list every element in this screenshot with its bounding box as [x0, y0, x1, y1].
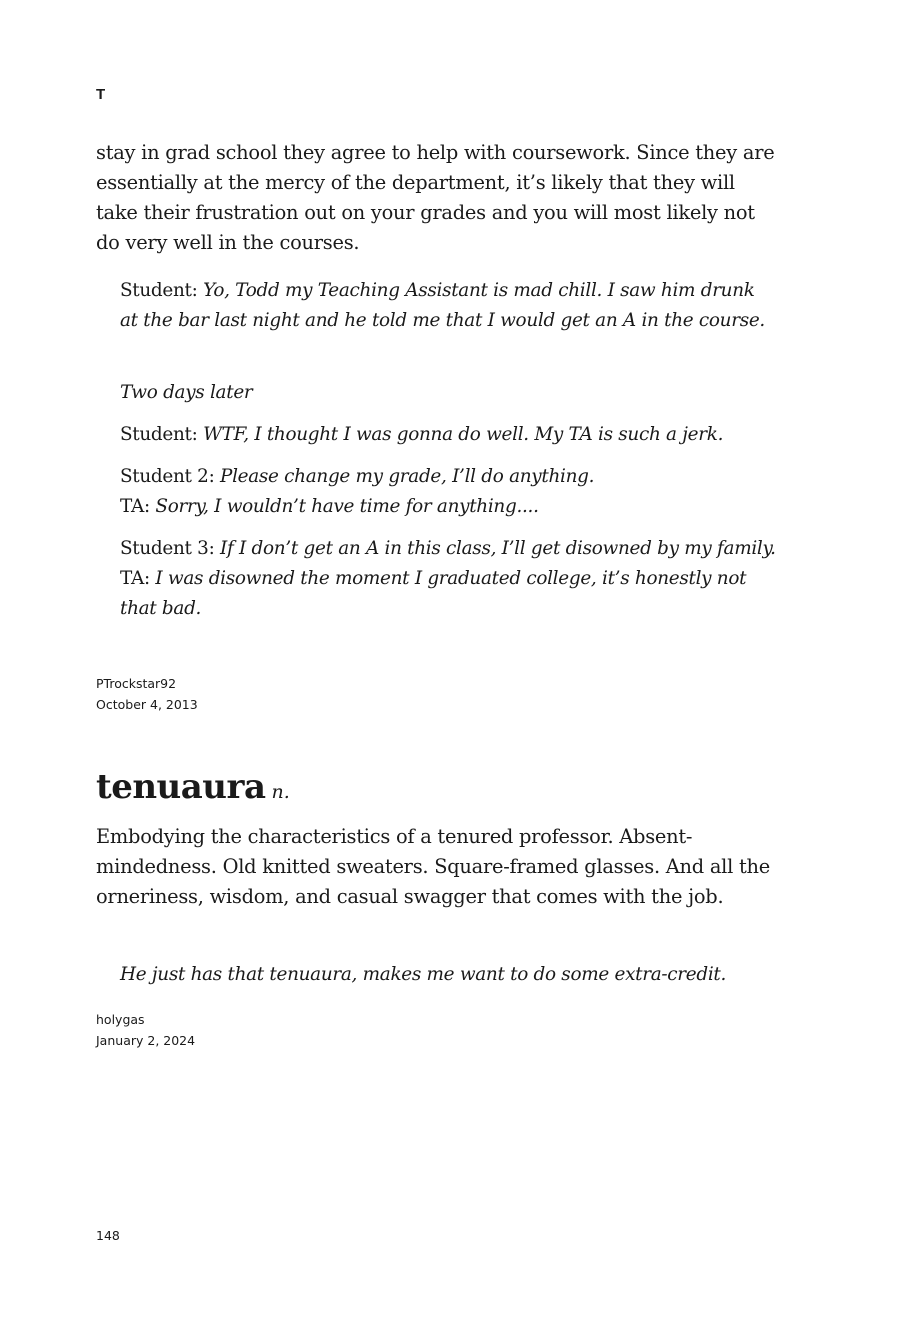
- speaker-label: TA:: [120, 568, 150, 589]
- speaker-label: Student 3:: [120, 538, 215, 559]
- example-line: [96, 276, 776, 336]
- entry-date: January 2, 2024: [96, 1033, 196, 1048]
- example-text: WTF, I thought I was gonna do well. My TA is such a jerk.: [197, 424, 724, 445]
- example-quote: [96, 276, 776, 336]
- example-line: [96, 462, 776, 492]
- example-line: [96, 492, 776, 522]
- example-quote: [96, 462, 776, 522]
- example-quote: [96, 420, 776, 450]
- entry-continued-definition: stay in grad school they agree to help with coursework. Since they are essentially at the mercy of the department, it’s likely that they will take their frustration out on your grades and you will most likely not do very well in the courses.: [96, 141, 775, 254]
- author-name: PTrockstar92: [96, 676, 177, 691]
- example-text: If I don’t get an A in this class, I’ll get disowned by my family.: [214, 538, 776, 559]
- speaker-label: TA:: [120, 496, 150, 517]
- example-text: Please change my grade, I’ll do anything.: [214, 466, 595, 487]
- example-quote: [96, 378, 776, 408]
- section-letter-header: T: [96, 86, 106, 103]
- example-line: [96, 420, 776, 450]
- speaker-label: Student:: [120, 280, 198, 301]
- entry-attribution: [96, 1009, 195, 1051]
- example-quote: [96, 534, 776, 624]
- speaker-label: Student:: [120, 424, 198, 445]
- entry-date: October 4, 2013: [96, 697, 198, 712]
- example-line: Two days later: [120, 382, 253, 403]
- entry-attribution: [96, 673, 198, 715]
- example-line: [96, 564, 776, 624]
- example-text: Yo, Todd my Teaching Assistant is mad chill. I saw him drunk at the bar last night and he told me that I would get an A in the course.: [120, 280, 765, 331]
- example-line: [96, 534, 776, 564]
- author-name: holygas: [96, 1012, 145, 1027]
- entry-headword: [96, 764, 290, 810]
- part-of-speech: n.: [271, 781, 290, 803]
- example-text: I was disowned the moment I graduated college, it’s honestly not that bad.: [120, 568, 747, 619]
- example-text: Sorry, I wouldn’t have time for anything....: [149, 496, 539, 517]
- headword-text: tenuaura: [96, 767, 266, 807]
- page-number: 148: [96, 1228, 120, 1243]
- example-quote: [96, 960, 776, 990]
- speaker-label: Student 2:: [120, 466, 215, 487]
- entry-definition: Embodying the characteristics of a tenured professor. Absent-mindedness. Old knitted sweaters. Square-framed glasses. And all the orneriness, wisdom, and casual swagger that comes with the job.: [96, 825, 770, 908]
- example-line: He just has that tenuaura, makes me want to do some extra-credit.: [120, 964, 727, 985]
